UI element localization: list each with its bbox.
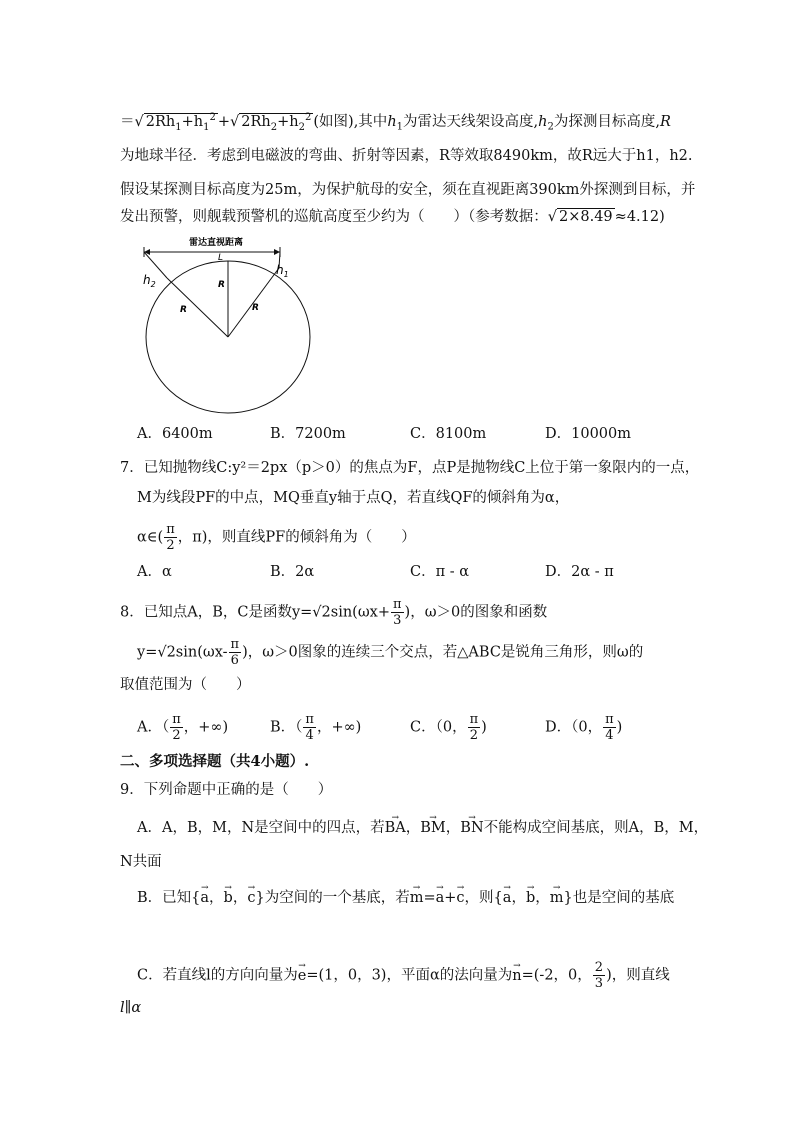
- q8-option-d[interactable]: D．（0， $\frac{\pi}{4}$ ): [545, 712, 623, 743]
- q7-line1: 7．已知抛物线C:y²＝2px（p＞0）的焦点为F，点P是抛物线C上位于第一象限内的一点，: [120, 460, 700, 476]
- q6-line2: 为地球半径．考虑到电磁波的弯曲、折射等因素，R等效取8490km，故R远大于h1，h2.: [120, 148, 693, 164]
- q7-option-d[interactable]: D．2α - π: [545, 564, 614, 580]
- q8-line2: y=√2sin(ωx- $\frac{\pi}{6}$ )，ω＞0图象的连续三个交点，若△ABC是锐角三角形，则ω的: [137, 637, 644, 668]
- q7-option-a[interactable]: A．α: [137, 564, 172, 580]
- radar-diagram: [138, 232, 318, 414]
- label-R-left: R: [180, 305, 187, 315]
- q6-option-a[interactable]: A．6400m: [137, 426, 213, 442]
- q7-line3: α∈( $\frac{\pi}{2}$ ，π)，则直线PF的倾斜角为（ ）: [137, 522, 416, 553]
- q6-option-c[interactable]: C．8100m: [410, 426, 487, 442]
- q9-option-c[interactable]: C．若直线l的方向向量为→ e=(1，0，3)，平面α的法向量为→ n=(-2，0， $\frac{2}{3}$ )，则直线: [137, 960, 670, 991]
- diagram-title: 雷达直视距离: [188, 238, 244, 248]
- q9-option-a-line2: N共面: [120, 854, 162, 870]
- q7-option-c[interactable]: C．π - α: [410, 564, 470, 580]
- label-h2: $h_2$: [143, 273, 156, 289]
- q6-line1: ＝√ $2Rh_1+h_1^2$ +√ $2Rh_2+h_2^2$ (如图),其中$h_1$为雷达天线架设高度$,h_2$为探测目标高度,R: [120, 108, 671, 138]
- q8-line1: 8．已知点A，B，C是函数y=√2sin(ωx+ $\frac{\pi}{3}$ )，ω＞0的图象和函数: [120, 597, 548, 628]
- sqrt-term-2: √ $2Rh_2+h_2^2$: [230, 112, 312, 133]
- equals-sign: ＝: [120, 113, 135, 130]
- q9-option-b[interactable]: B．已知{→ a，→ b，→ c}为空间的一个基底，若→ m=→ a+→ c，则{→ a，→ b，→ m}也是空间的基底: [137, 888, 674, 908]
- q8-option-c[interactable]: C．（0， $\frac{\pi}{2}$ ): [410, 712, 487, 743]
- q7-option-b[interactable]: B．2α: [270, 564, 315, 580]
- q7-line2: M为线段PF的中点，MQ垂直y轴于点Q，若直线QF的倾斜角为α，: [137, 490, 570, 506]
- q8-line3: 取值范围为（ ）: [120, 677, 251, 693]
- sqrt-term-1: √ $2Rh_1+h_1^2$: [134, 112, 216, 133]
- label-R-mid: R: [218, 280, 225, 290]
- q9-stem: 9．下列命题中正确的是（ ）: [120, 782, 333, 798]
- q9-option-c-line2: l∥α: [120, 1000, 142, 1016]
- label-h1: $h_1$: [276, 263, 289, 279]
- label-L: L: [218, 253, 224, 263]
- q6-line4: 发出预警，则舰载预警机的巡航高度至少约为（ ）（参考数据：√ 2×8.49 ≈4.12): [120, 209, 665, 225]
- q9-option-a[interactable]: A．A，B，M，N是空间中的四点，若→ BA，→ BM，→ BN不能构成空间基底，则A，B，M，: [137, 818, 708, 838]
- q6-line1-end: 为探测目标高度,: [553, 113, 660, 130]
- q6-option-d[interactable]: D．10000m: [545, 426, 632, 442]
- label-R-right: R: [252, 303, 259, 313]
- frac-pi-2: $\frac{\pi}{2}$: [166, 522, 175, 553]
- q6-line3: 假设某探测目标高度为25m，为保护航母的安全，须在直视距离390km外探测到目标，并: [120, 182, 696, 198]
- section-heading: 二、多项选择题（共4小题）.: [120, 753, 310, 770]
- q6-line1-rest: 为雷达天线架设高度,: [403, 113, 539, 130]
- q8-option-b[interactable]: B．（ $\frac{\pi}{4}$ ，+∞): [270, 712, 362, 743]
- q6-option-b[interactable]: B．7200m: [270, 426, 346, 442]
- q8-option-a[interactable]: A．（ $\frac{\pi}{2}$ ，+∞): [137, 712, 229, 743]
- q6-line1-text: (如图),其中: [313, 113, 388, 130]
